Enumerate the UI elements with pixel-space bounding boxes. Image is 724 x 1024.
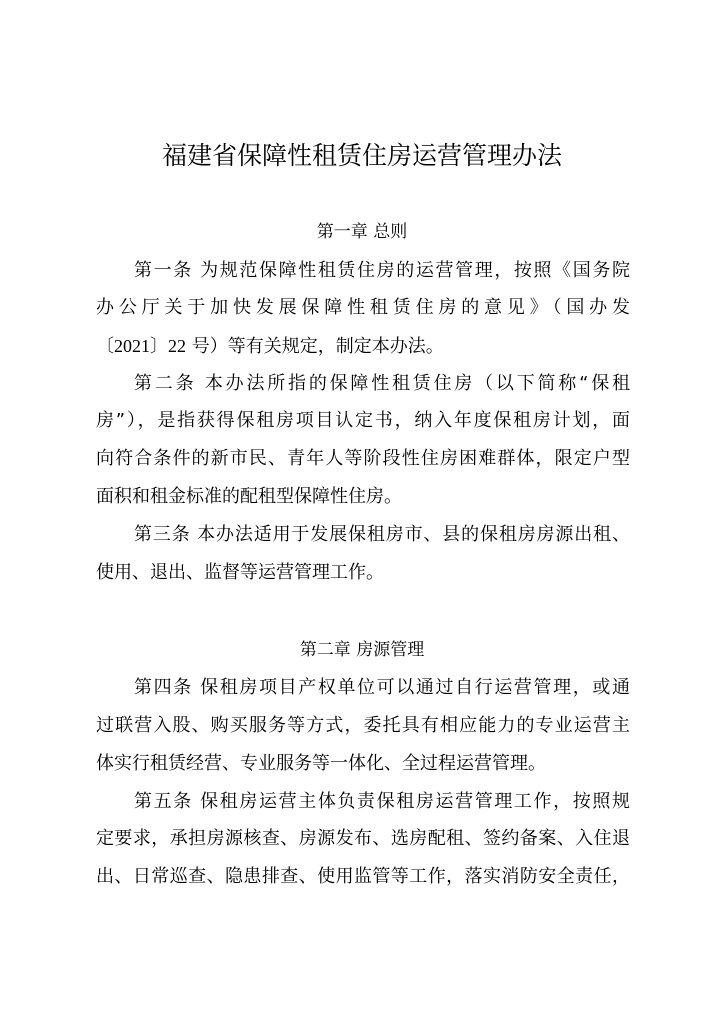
article-4-line-3: 体实行租赁经营、专业服务等一体化、全过程运营管理。 (96, 753, 546, 774)
article-2-line-1: 第二条 本办法所指的保障性租赁住房（以下简称“保租 (134, 373, 630, 394)
article-5-line-3: 出、日常巡查、隐患排查、使用监管等工作，落实消防安全责任， (96, 866, 630, 887)
article-2-line-3: 向符合条件的新市民、青年人等阶段性住房困难群体，限定户型 (96, 448, 630, 469)
article-1-line-2: 办公厅关于加快发展保障性租赁住房的意见》（国办发 (96, 297, 630, 318)
article-1-line-3-text: 号）等有关规定，制定本办法。 (186, 336, 444, 357)
article-2-line-4: 面积和租金标准的配租型保障性住房。 (96, 486, 402, 507)
article-1-line-1: 第一条 为规范保障性租赁住房的运营管理，按照《国务院 (134, 260, 630, 281)
document-title: 福建省保障性租赁住房运营管理办法 (161, 141, 562, 170)
article-2-line-2: 房”），是指获得保租房项目认定书，纳入年度保租房计划，面 (96, 410, 630, 431)
chapter-heading-1: 第一章 总则 (316, 222, 408, 242)
article-3-line-1: 第三条 本办法适用于发展保租房市、县的保租房房源出租、 (134, 524, 630, 545)
article-3-line-2: 使用、退出、监督等运营管理工作。 (96, 562, 384, 583)
article-5-line-1: 第五条 保租房运营主体负责保租房运营管理工作，按照规 (134, 791, 630, 812)
chapter-heading-2: 第二章 房源管理 (299, 640, 425, 660)
article-5-line-2: 定要求，承担房源核查、房源发布、选房配租、签约备案、入住退 (96, 828, 630, 849)
article-4-line-1: 第四条 保租房项目产权单位可以通过自行运营管理，或通 (134, 677, 630, 698)
article-1-line-3 (96, 331, 444, 362)
document-number-reference: 〔2021〕22 (96, 336, 186, 356)
article-4-line-2: 过联营入股、购买服务等方式，委托具有相应能力的专业运营主 (96, 715, 630, 736)
